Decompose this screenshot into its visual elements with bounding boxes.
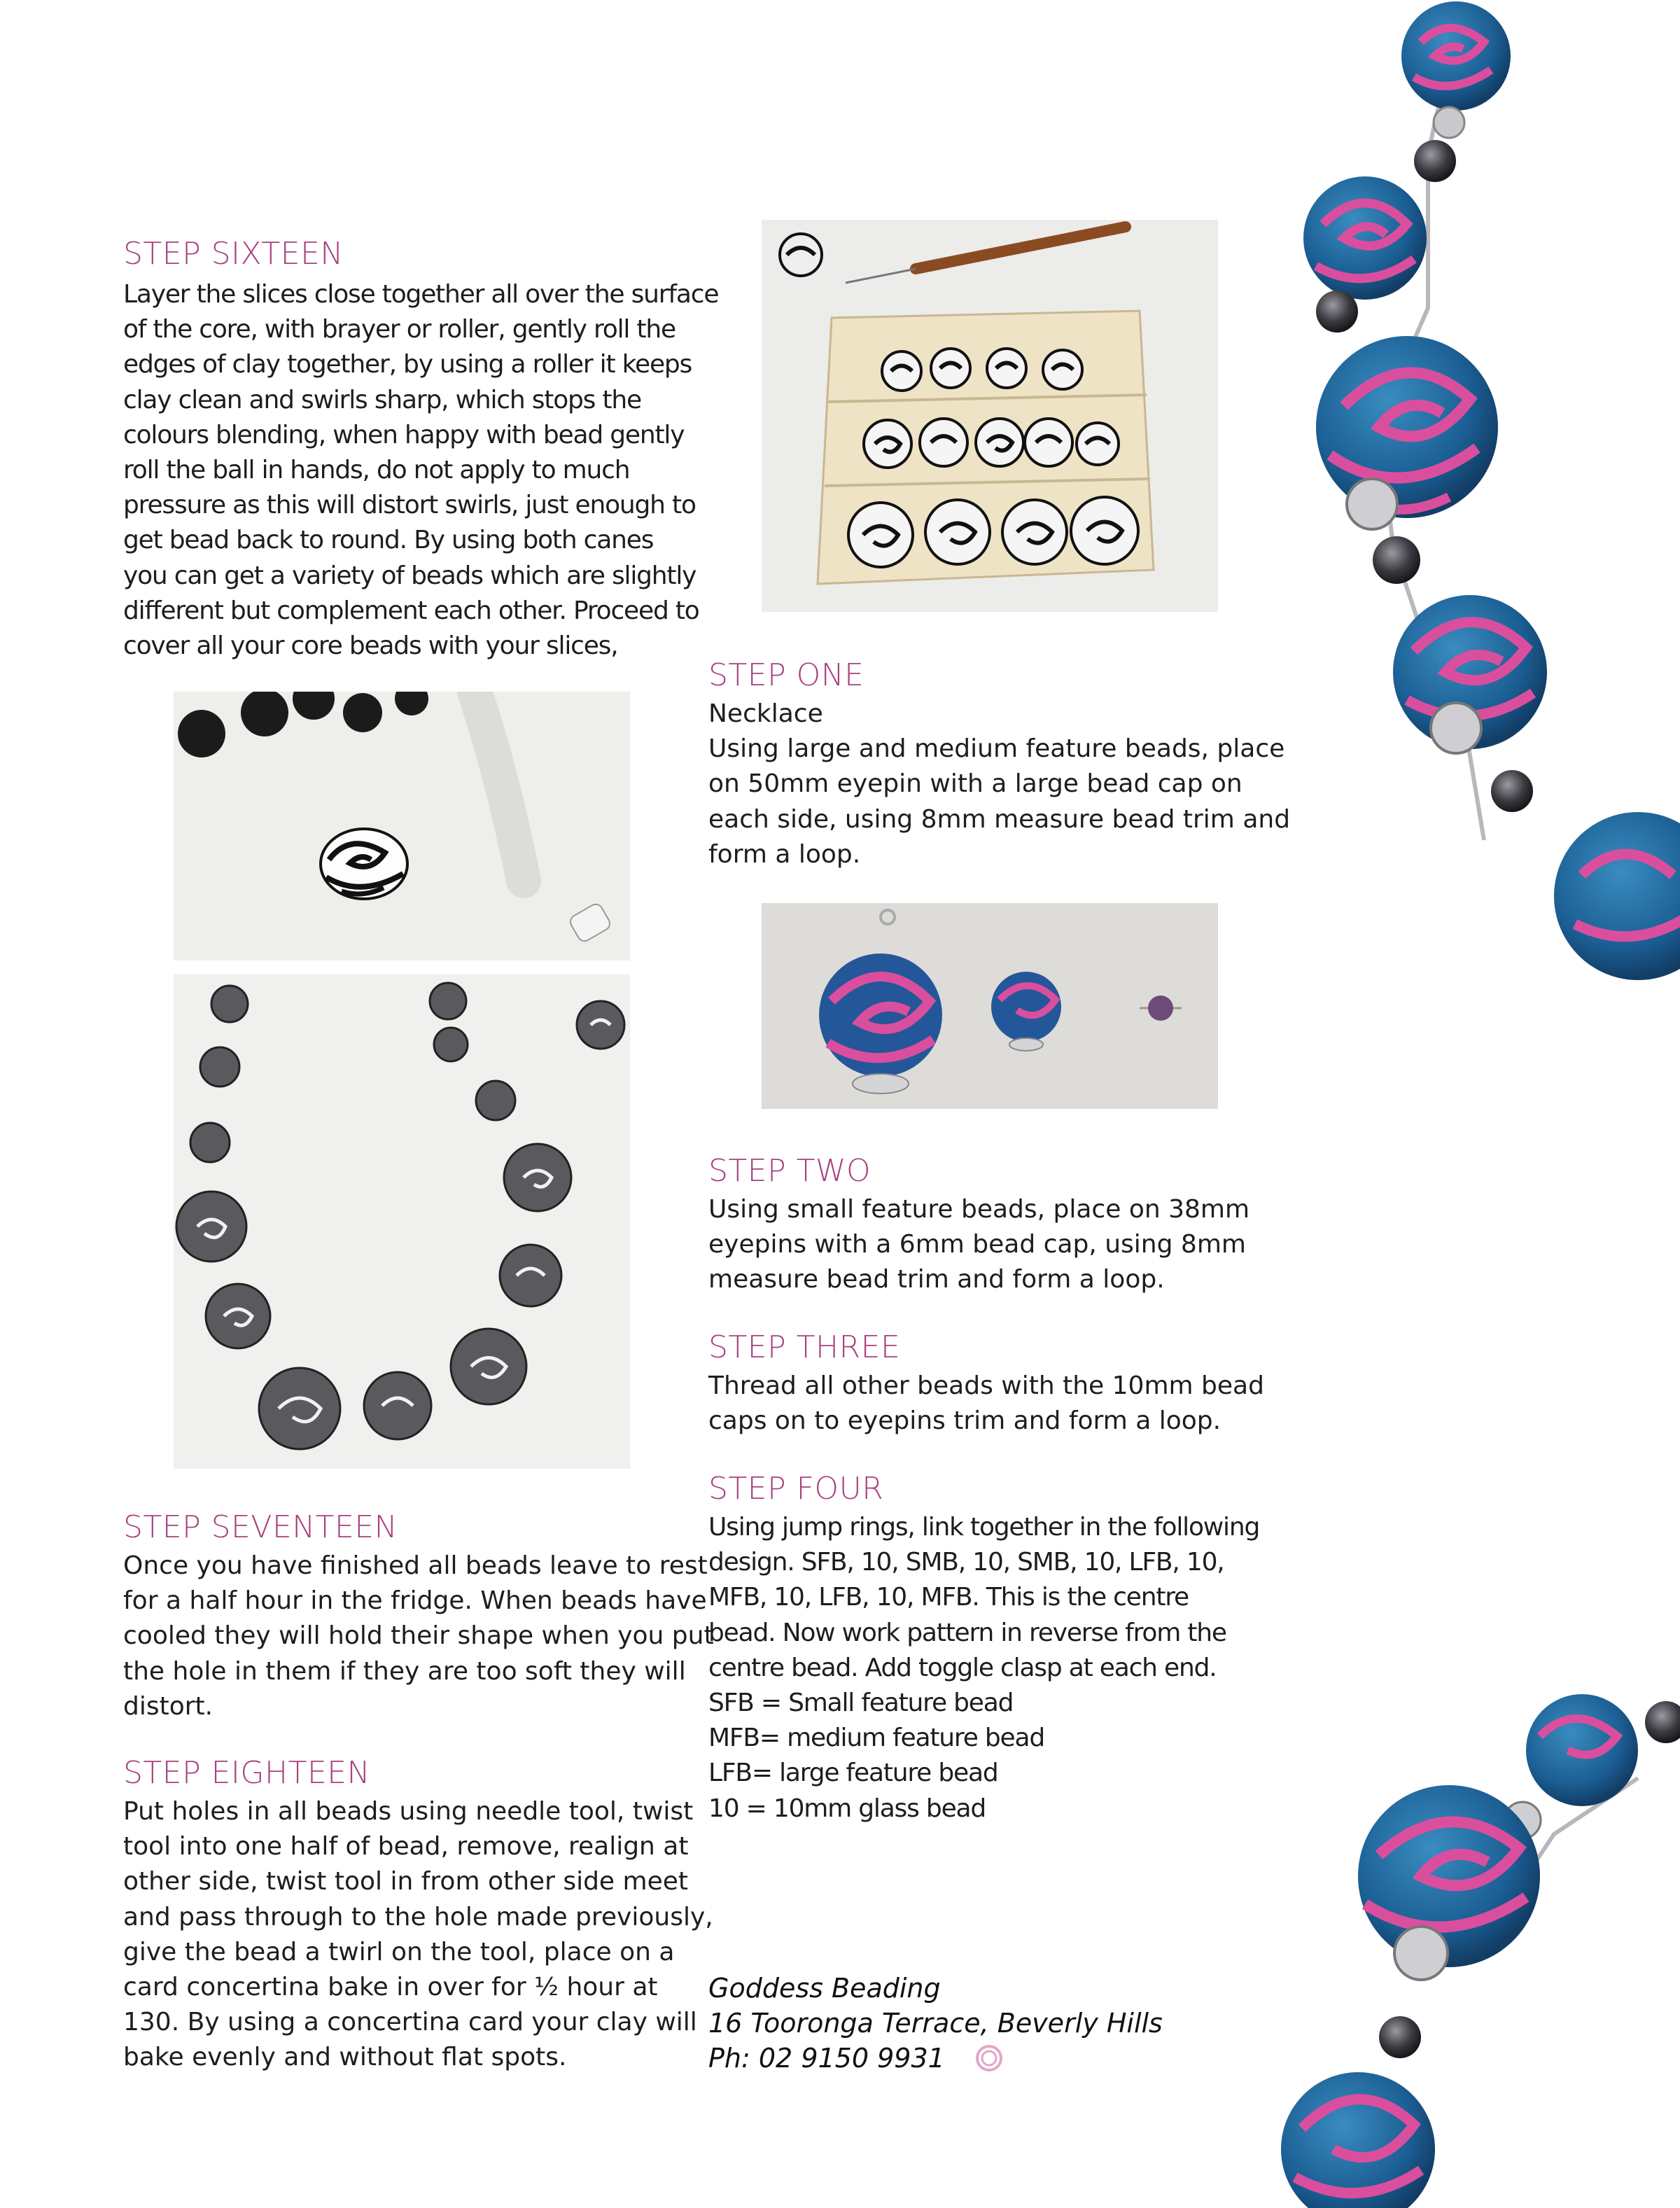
text-line: centre bead. Add toggle clasp at each end. xyxy=(708,1653,1217,1682)
text-line: clay clean and swirls sharp, which stops the xyxy=(123,385,641,414)
bead-medium xyxy=(1303,176,1427,300)
text-line: SFB = Small feature bead xyxy=(708,1689,1014,1718)
step-three-text xyxy=(708,1369,1264,1439)
text-line: eyepins with a 6mm bead cap, using 8mm xyxy=(708,1230,1246,1259)
text-line: bake evenly and without flat spots. xyxy=(123,2043,567,2072)
step-eighteen-title: STEP EIGHTEEN xyxy=(123,1755,370,1791)
text-line: design. SFB, 10, SMB, 10, SMB, 10, LFB, 10, xyxy=(708,1548,1224,1577)
text-line: 10 = 10mm glass bead xyxy=(708,1794,986,1823)
bead-small-bottom xyxy=(1526,1694,1638,1806)
credit-name: Goddess Beading xyxy=(708,1973,941,2004)
text-line: each side, using 8mm measure bead trim and xyxy=(708,804,1291,834)
photo-beads-on-eyepins xyxy=(762,903,1218,1109)
step-seventeen-title: STEP SEVENTEEN xyxy=(123,1509,398,1545)
text-line: and pass through to the hole made previously, xyxy=(123,1902,713,1931)
text-line: on 50mm eyepin with a large bead cap on xyxy=(708,769,1242,799)
text-line: of the core, with brayer or roller, gently roll the xyxy=(123,315,676,344)
step-sixteen-text xyxy=(123,277,718,664)
text-line: LFB= large feature bead xyxy=(708,1759,998,1788)
text-line: form a loop. xyxy=(708,839,861,869)
photo-beads-layout xyxy=(174,974,630,1469)
text-line: tool into one half of bead, remove, realign at xyxy=(123,1832,689,1861)
text-line: different but complement each other. Proceed to xyxy=(123,596,699,625)
text-line: Using small feature beads, place on 38mm xyxy=(708,1195,1250,1224)
ring-bullet-icon xyxy=(974,2043,1004,2073)
bead-small-top xyxy=(1401,1,1511,111)
text-line: for a half hour in the fridge. When beads have xyxy=(123,1586,707,1616)
step-sixteen-title: STEP SIXTEEN xyxy=(123,236,344,272)
necklace-strand-image xyxy=(1246,0,1680,2208)
step-four-title: STEP FOUR xyxy=(708,1471,884,1507)
text-line: colours blending, when happy with bead gently xyxy=(123,420,685,449)
step-four-text xyxy=(708,1510,1259,1826)
bead-large xyxy=(1316,336,1498,518)
text-line: MFB, 10, LFB, 10, MFB. This is the centre xyxy=(708,1583,1189,1612)
step-one-title: STEP ONE xyxy=(708,657,864,693)
credit-phone xyxy=(708,2041,1163,2076)
text-line: give the bead a twirl on the tool, place on a xyxy=(123,1937,675,1966)
text-line: Using jump rings, link together in the following xyxy=(708,1513,1260,1542)
text-line: Layer the slices close together all over the surface xyxy=(123,280,719,309)
bead-partial xyxy=(1554,812,1680,980)
credit-phone-text: Ph: 02 9150 9931 xyxy=(708,2043,945,2074)
text-line: cover all your core beads with your slices, xyxy=(123,631,618,661)
text-line: bead. Now work pattern in reverse from the xyxy=(708,1618,1226,1647)
text-line: card concertina bake in over for ½ hour at xyxy=(123,1973,658,2002)
text-line: cooled they will hold their shape when you put xyxy=(123,1621,714,1651)
text-line: pressure as this will distort swirls, just enough to xyxy=(123,491,696,520)
text-line: get bead back to round. By using both canes xyxy=(123,526,654,555)
text-line: Using large and medium feature beads, place xyxy=(708,734,1285,764)
photo-bead-with-cane xyxy=(174,692,630,960)
text-line: measure bead trim and form a loop. xyxy=(708,1265,1165,1294)
text-line: Put holes in all beads using needle tool, twist xyxy=(123,1797,694,1826)
photo-concertina-card xyxy=(762,220,1218,612)
step-three-title: STEP THREE xyxy=(708,1329,901,1365)
text-line: Necklace xyxy=(708,699,823,728)
step-two-title: STEP TWO xyxy=(708,1153,872,1189)
text-line: edges of clay together, by using a roller it keeps xyxy=(123,350,692,379)
credit-block xyxy=(708,1971,1163,2076)
text-line: the hole in them if they are too soft they will xyxy=(123,1656,686,1686)
text-line: Thread all other beads with the 10mm bead xyxy=(708,1371,1264,1400)
text-line: distort. xyxy=(123,1691,214,1721)
step-two-text xyxy=(708,1192,1250,1298)
text-line: MFB= medium feature bead xyxy=(708,1724,1044,1753)
text-line: other side, twist tool in from other side meet xyxy=(123,1867,688,1896)
step-eighteen-text xyxy=(123,1794,713,2076)
credit-address: 16 Tooronga Terrace, Beverly Hills xyxy=(708,2008,1163,2039)
text-line: roll the ball in hands, do not apply to much xyxy=(123,456,630,485)
text-line: caps on to eyepins trim and form a loop. xyxy=(708,1406,1222,1436)
text-line: you can get a variety of beads which are slightly xyxy=(123,561,696,590)
text-line: 130. By using a concertina card your clay will xyxy=(123,2008,697,2037)
text-line: Once you have finished all beads leave to rest xyxy=(123,1551,708,1580)
bead-large-bottom xyxy=(1358,1785,1540,1967)
step-one-text xyxy=(708,697,1290,872)
bead-medium-bottom xyxy=(1281,2072,1435,2208)
step-seventeen-text xyxy=(123,1549,714,1724)
